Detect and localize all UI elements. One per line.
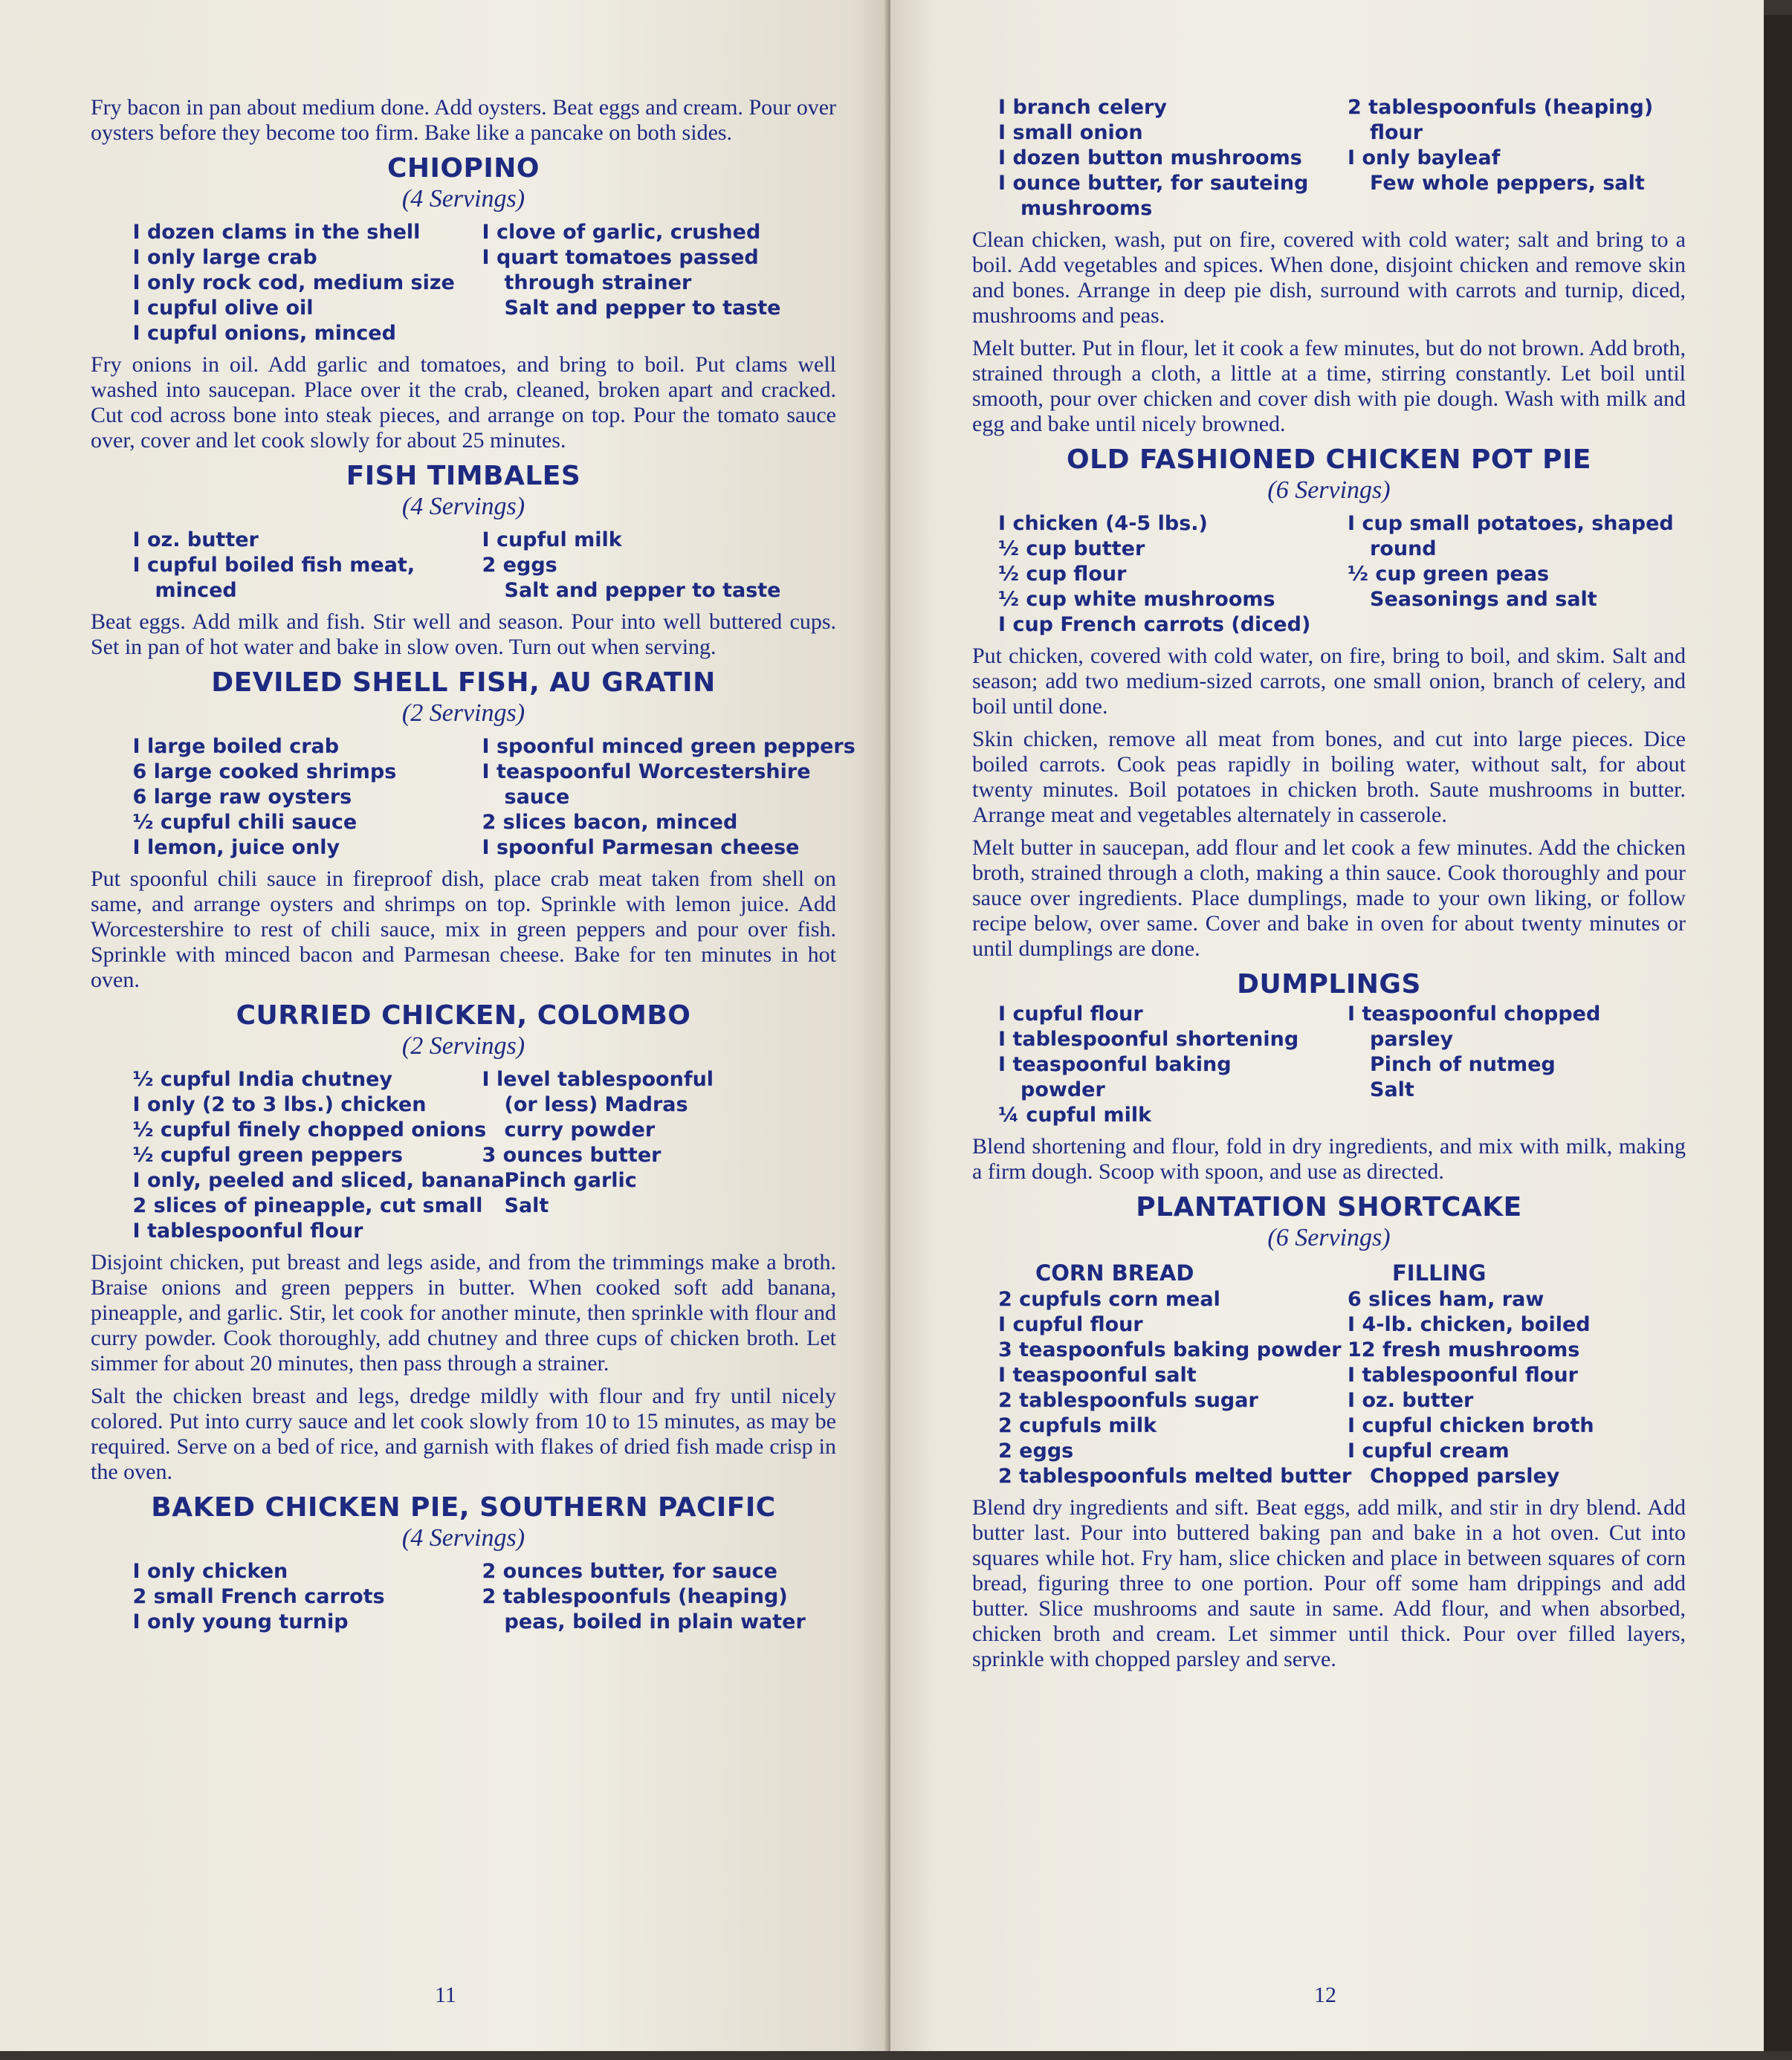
- ingredient-line: round: [1370, 537, 1437, 560]
- ingredient-line: ½ cup butter: [998, 537, 1145, 560]
- ingredient-line: ½ cupful green peppers: [132, 1144, 403, 1167]
- ingredient-line: 2 cupfuls corn meal: [998, 1288, 1220, 1311]
- method-chicken-pot-pie-1: Put chicken, covered with cold water, on fire, bring to boil, and skim. Salt and season; add two medium-sized carrots, one small onion, branch of celery, and boil until done.: [972, 644, 1686, 719]
- method-fish-timbales: Beat eggs. Add milk and fish. Stir well and season. Pour into well buttered cups. Set in pan of hot water and bake in slow oven. Turn out when serving.: [91, 609, 836, 659]
- ingredient-line: Salt: [504, 1194, 549, 1217]
- ingredient-line: I cup French carrots (diced): [998, 613, 1311, 636]
- ingredient-line: I cupful onions, minced: [132, 322, 396, 345]
- method-curried-chicken-2: Salt the chicken breast and legs, dredge mildly with flour and fry until nicely colored. Put into curry sauce and let cook slowly from 10 to 15 minutes, as may be required. Serve on a bed of rice, and garnish with flakes of dried fish made crisp in the oven.: [91, 1384, 836, 1484]
- servings-deviled-shell-fish: (2 Servings): [401, 699, 525, 727]
- recipe-title-dumplings: DUMPLINGS: [1237, 969, 1421, 1000]
- method-chiopino: Fry onions in oil. Add garlic and tomatoes, and bring to boil. Put clams well washed into saucepan. Place over it the crab, cleaned, broken apart and cracked. Cut cod across bone into steak pieces, and arrange on top. Pour the tomato sauce over, cover and let cook slowly for about 25 minutes.: [91, 352, 836, 453]
- ingredient-line: 2 ounces butter, for sauce: [482, 1560, 777, 1583]
- ingredient-column: [998, 511, 1348, 638]
- ingredient-line: peas, boiled in plain water: [504, 1610, 806, 1633]
- ingredient-line: I cupful chicken broth: [1348, 1414, 1594, 1437]
- ingredient-list: [998, 1287, 1352, 1489]
- ingredient-line: flour: [1370, 121, 1423, 144]
- ingredient-line: I cupful cream: [1348, 1439, 1510, 1463]
- ingredients-deviled-shell-fish: [91, 734, 855, 861]
- ingredient-line: I only, peeled and sliced, banana: [132, 1169, 505, 1192]
- ingredient-line: I dozen clams in the shell: [132, 221, 421, 244]
- method-chicken-pot-pie-3: Melt butter in saucepan, add flour and let cook a few minutes. Add the chicken broth, strained through a cloth, making a thin sauce. Cook thoroughly and pour sauce over ingredients. Place dumplings, made to your own liking, or follow recipe below, over same. Cover and bake in oven for about twenty minutes or until dumplings are done.: [972, 835, 1686, 961]
- ingredient-line: I tablespoonful flour: [1348, 1364, 1578, 1387]
- ingredient-line: I oz. butter: [1348, 1389, 1474, 1412]
- ingredients-curried-chicken: [91, 1067, 836, 1244]
- recipe-title-deviled-shell-fish: DEVILED SHELL FISH, AU GRATIN: [211, 667, 716, 698]
- ingredient-column: [1348, 1002, 1660, 1128]
- ingredient-column: [482, 220, 795, 346]
- ingredient-line: Pinch of nutmeg: [1370, 1053, 1556, 1076]
- ingredient-column: [1348, 95, 1660, 221]
- ingredient-line: 2 tablespoonfuls sugar: [998, 1389, 1258, 1412]
- ingredient-line: 2 slices of pineapple, cut small: [132, 1194, 483, 1217]
- ingredient-line: I cup small potatoes, shaped: [1348, 512, 1674, 535]
- ingredient-line: I clove of garlic, crushed: [482, 221, 761, 244]
- ingredient-line: I cupful boiled fish meat,: [132, 554, 415, 577]
- ingredients-fish-timbales: [91, 528, 836, 603]
- ingredient-line: Pinch garlic: [504, 1169, 637, 1192]
- ingredient-line: 2 tablespoonfuls (heaping): [1348, 96, 1654, 119]
- ingredients-dumplings: [972, 1002, 1686, 1128]
- ingredients-chicken-pot-pie: [972, 511, 1686, 638]
- ingredient-line: ½ cupful India chutney: [132, 1068, 392, 1091]
- recipe-title-baked-chicken-pie: BAKED CHICKEN PIE, SOUTHERN PACIFIC: [151, 1492, 776, 1523]
- ingredient-column: [482, 528, 795, 603]
- ingredient-column: [482, 734, 855, 861]
- ingredient-column-filling: [1348, 1259, 1660, 1489]
- ingredient-line: I chicken (4-5 lbs.): [998, 512, 1208, 535]
- ingredient-line: ½ cupful finely chopped onions: [132, 1118, 487, 1141]
- method-baked-chicken-pie-2: Melt butter. Put in flour, let it cook a few minutes, but do not brown. Add broth, strained through a cloth, a little at a time, stirring constantly. Let boil until smooth, pour over chicken and cover dish with pie dough. Wash with milk and egg and bake until nicely browned.: [972, 336, 1686, 436]
- ingredient-line: I only chicken: [132, 1560, 288, 1583]
- ingredient-line: through strainer: [504, 271, 692, 294]
- ingredient-line: I cupful olive oil: [132, 297, 314, 320]
- ingredient-line: I large boiled crab: [132, 735, 340, 758]
- ingredient-line: I 4-lb. chicken, boiled: [1348, 1313, 1591, 1336]
- ingredient-line: I dozen button mushrooms: [998, 146, 1302, 169]
- ingredient-line: Salt: [1370, 1078, 1414, 1101]
- ingredient-line: I only large crab: [132, 246, 317, 269]
- ingredient-column: [132, 1067, 505, 1244]
- ingredient-line: 2 tablespoonfuls (heaping): [482, 1585, 788, 1608]
- ingredient-line: I cupful flour: [998, 1003, 1143, 1026]
- ingredients-baked-chicken-pie: [91, 1559, 836, 1635]
- ingredient-column: [998, 1002, 1348, 1128]
- ingredient-line: Salt and pepper to taste: [504, 579, 781, 602]
- ingredient-list: [1348, 1287, 1660, 1489]
- ingredient-line: I only (2 to 3 lbs.) chicken: [132, 1093, 427, 1116]
- ingredient-line: 3 ounces butter: [482, 1144, 662, 1167]
- ingredient-column: [133, 220, 482, 346]
- ingredient-line: curry powder: [504, 1118, 656, 1141]
- method-curried-chicken-1: Disjoint chicken, put breast and legs aside, and from the trimmings make a broth. Braise onions and green peppers in butter. When cooked soft add banana, pineapple, and garlic. Stir, let cook for another minute, then sprinkle with flour and curry powder. Cook thoroughly, add chutney and three cups of chicken broth. Let simmer for about 20 minutes, then pass through a strainer.: [91, 1250, 836, 1376]
- servings-chiopino: (4 Servings): [401, 185, 525, 213]
- method-plantation-shortcake: Blend dry ingredients and sift. Beat eggs, add milk, and stir in dry blend. Add butter last. Pour into buttered baking pan and bake in a hot oven. Cut into squares while hot. Fry ham, slice chicken and place in between squares of corn bread, figuring three to one portion. Pour off some ham drippings and add butter. Slice mushrooms and saute in same. Add flour, and when absorbed, chicken broth and cream. Let simmer until thick. Pour over filled layers, sprinkle with chopped parsley and serve.: [972, 1495, 1686, 1671]
- ingredient-line: I branch celery: [998, 96, 1167, 119]
- ingredient-line: I cupful flour: [998, 1313, 1143, 1336]
- ingredient-line: I only young turnip: [132, 1610, 349, 1633]
- ingredients-plantation-shortcake: [972, 1259, 1686, 1489]
- ingredient-line: I spoonful Parmesan cheese: [482, 836, 800, 859]
- ingredient-column: [482, 1067, 795, 1244]
- servings-baked-chicken-pie: (4 Servings): [401, 1524, 525, 1552]
- ingredient-line: Salt and pepper to taste: [504, 297, 781, 320]
- ingredient-line: 2 tablespoonfuls melted butter: [998, 1465, 1352, 1488]
- ingredient-line: mushrooms: [1020, 197, 1153, 220]
- ingredient-column: [482, 1559, 806, 1635]
- ingredient-line: I teaspoonful chopped: [1348, 1003, 1601, 1026]
- ingredient-line: 2 cupfuls milk: [998, 1414, 1157, 1437]
- ingredient-line: 6 large cooked shrimps: [132, 760, 397, 783]
- servings-chicken-pot-pie: (6 Servings): [1267, 476, 1391, 504]
- method-chicken-pot-pie-2: Skin chicken, remove all meat from bones, and cut into large pieces. Dice boiled carrots. Cook peas rapidly in boiling water, without salt, for about twenty minutes. Boil potatoes in chicken broth. Saute mushrooms in butter. Arrange meat and vegetables alternately in casserole.: [972, 727, 1686, 827]
- ingredient-line: powder: [1020, 1078, 1105, 1101]
- ingredient-line: I teaspoonful salt: [998, 1364, 1197, 1387]
- ingredients-chiopino: [91, 220, 836, 346]
- ingredient-column: [133, 1559, 482, 1635]
- subheading-filling: FILLING: [1392, 1260, 1487, 1286]
- ingredient-line: 3 teaspoonfuls baking powder: [998, 1338, 1342, 1361]
- ingredient-line: ¼ cupful milk: [998, 1104, 1152, 1127]
- servings-plantation-shortcake: (6 Servings): [1267, 1224, 1391, 1251]
- ingredient-line: I spoonful minced green peppers: [482, 735, 855, 758]
- ingredient-line: I small onion: [998, 121, 1143, 144]
- method-deviled-shell-fish: Put spoonful chili sauce in fireproof dish, place crab meat taken from shell on same, and arrange oysters and shrimps on top. Sprinkle with lemon juice. Add Worcestershire to rest of chili sauce, mix in green peppers and pour over fish. Sprinkle with minced bacon and Parmesan cheese. Bake for ten minutes in hot oven.: [91, 867, 836, 992]
- ingredient-line: I only rock cod, medium size: [132, 271, 455, 294]
- right-page: [890, 0, 1764, 2051]
- ingredient-line: ½ cup white mushrooms: [998, 588, 1275, 611]
- ingredient-line: I ounce butter, for sauteing: [998, 172, 1309, 195]
- intro-paragraph: Fry bacon in pan about medium done. Add oysters. Beat eggs and cream. Pour over oysters before they become too firm. Bake like a pancake on both sides.: [91, 95, 836, 145]
- recipe-title-plantation-shortcake: PLANTATION SHORTCAKE: [1136, 1192, 1522, 1222]
- recipe-title-fish-timbales: FISH TIMBALES: [346, 461, 581, 491]
- recipe-title-chiopino: CHIOPINO: [386, 153, 540, 184]
- ingredient-line: I level tablespoonful: [482, 1068, 714, 1091]
- recipe-title-curried-chicken: CURRIED CHICKEN, COLOMBO: [236, 1000, 691, 1031]
- method-baked-chicken-pie-1: Clean chicken, wash, put on fire, covered with cold water; salt and bring to a boil. Add vegetables and spices. When done, disjoint chicken and remove skin and bones. Arrange in deep pie dish, surround with carrots and turnip, diced, mushrooms and peas.: [972, 227, 1686, 328]
- ingredient-line: I tablespoonful flour: [132, 1220, 363, 1243]
- ingredient-line: Chopped parsley: [1370, 1465, 1560, 1488]
- subheading-corn-bread: CORN BREAD: [1035, 1260, 1194, 1286]
- ingredient-line: 2 eggs: [998, 1439, 1074, 1463]
- ingredient-line: I teaspoonful baking: [998, 1053, 1232, 1076]
- servings-curried-chicken: (2 Servings): [401, 1032, 525, 1060]
- ingredients-baked-chicken-pie-continued: [972, 95, 1686, 221]
- ingredient-line: I oz. butter: [132, 528, 259, 551]
- ingredient-column: [1348, 511, 1674, 638]
- ingredient-line: I lemon, juice only: [132, 836, 340, 859]
- ingredient-line: 6 large raw oysters: [132, 786, 352, 809]
- ingredient-line: ½ cup green peas: [1348, 563, 1550, 586]
- page-number: 12: [1314, 1983, 1336, 2007]
- ingredient-line: sauce: [504, 786, 570, 809]
- ingredient-line: (or less) Madras: [504, 1093, 688, 1116]
- ingredient-line: I only bayleaf: [1348, 146, 1501, 169]
- left-page: [0, 0, 888, 2051]
- ingredient-line: Seasonings and salt: [1370, 588, 1597, 611]
- booklet-edge: [1764, 15, 1792, 2051]
- ingredient-line: I tablespoonful shortening: [998, 1028, 1299, 1051]
- ingredient-line: I teaspoonful Worcestershire: [482, 760, 811, 783]
- ingredient-line: I cupful milk: [482, 528, 622, 551]
- ingredient-line: ½ cup flour: [998, 563, 1127, 586]
- ingredient-line: 12 fresh mushrooms: [1348, 1338, 1580, 1361]
- ingredient-line: Few whole peppers, salt: [1370, 172, 1645, 195]
- ingredient-line: 2 small French carrots: [132, 1585, 385, 1608]
- page-number: 11: [435, 1983, 456, 2007]
- ingredient-line: minced: [155, 579, 237, 602]
- ingredient-line: 2 eggs: [482, 554, 557, 577]
- ingredient-line: parsley: [1370, 1028, 1454, 1051]
- recipe-title-chicken-pot-pie: OLD FASHIONED CHICKEN POT PIE: [1067, 444, 1591, 475]
- ingredient-line: 6 slices ham, raw: [1348, 1288, 1544, 1311]
- ingredient-column: [998, 95, 1348, 221]
- ingredient-line: I quart tomatoes passed: [482, 246, 759, 269]
- ingredient-line: 2 slices bacon, minced: [482, 811, 738, 834]
- ingredient-column: [133, 734, 482, 861]
- ingredient-column: [133, 528, 482, 603]
- ingredient-column-corn-bread: [998, 1259, 1352, 1489]
- servings-fish-timbales: (4 Servings): [401, 493, 525, 520]
- ingredient-line: ½ cupful chili sauce: [132, 811, 358, 834]
- method-dumplings: Blend shortening and flour, fold in dry ingredients, and mix with milk, making a firm dough. Scoop with spoon, and use as directed.: [972, 1134, 1686, 1184]
